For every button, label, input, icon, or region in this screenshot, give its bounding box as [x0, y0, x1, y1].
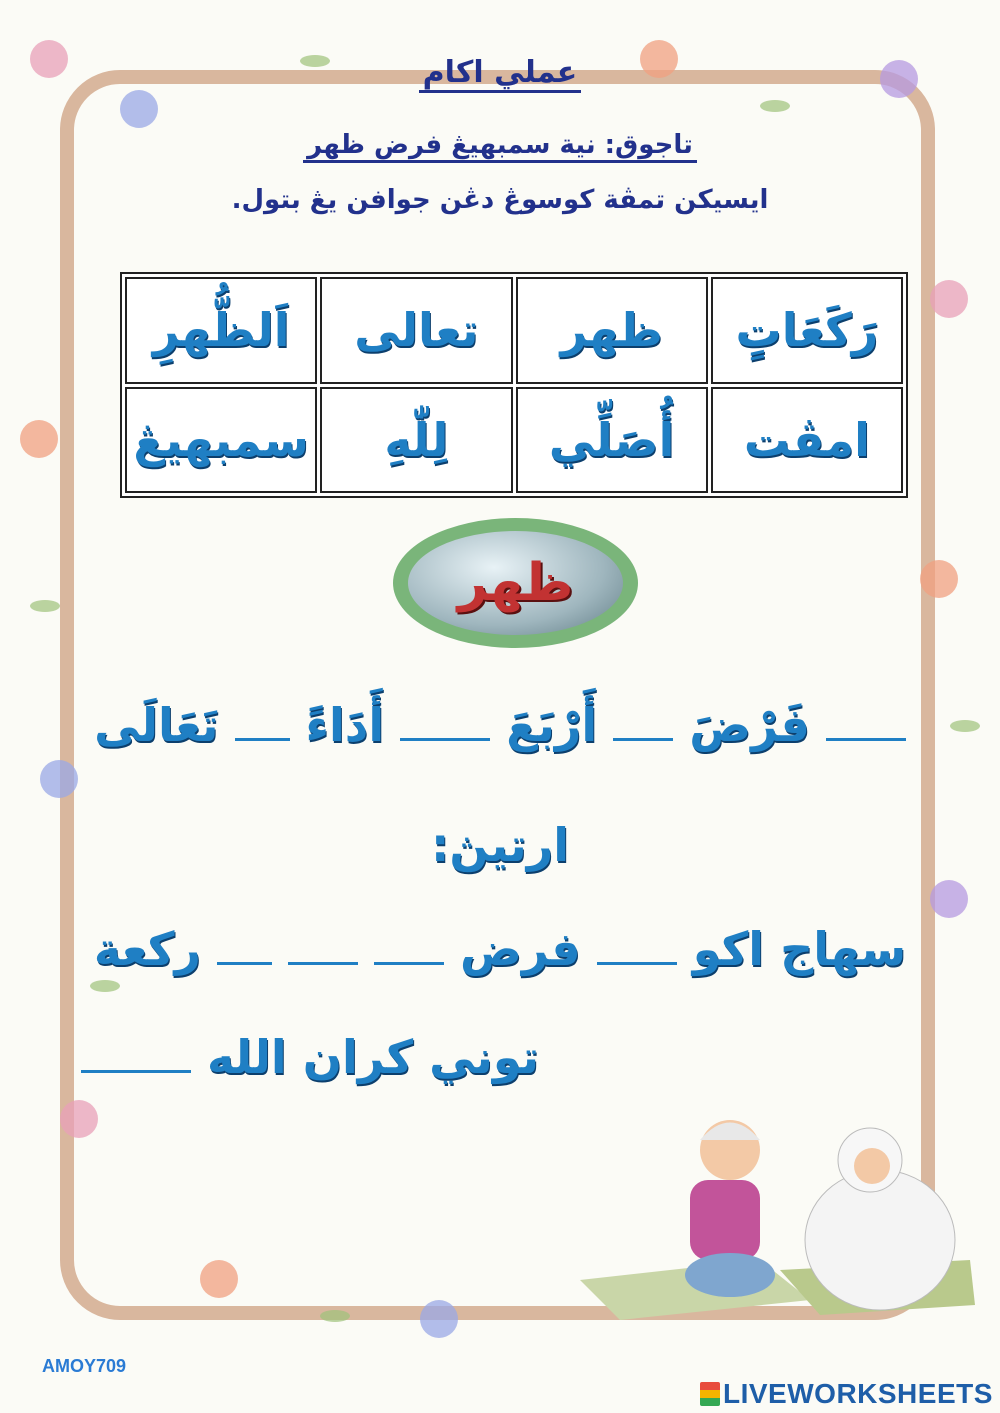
author-watermark: AMOY709 — [42, 1356, 127, 1376]
leaf-decoration — [30, 600, 60, 612]
word-cell[interactable]: أُصَلِّي — [516, 387, 708, 494]
niyyah-word: أَرْبَعَ — [506, 698, 598, 752]
worksheet-title: عملي اكام — [0, 55, 1000, 90]
meaning-line-1 — [0, 922, 1000, 976]
flower-decoration — [120, 90, 158, 128]
flower-decoration — [920, 560, 958, 598]
blank-field[interactable] — [613, 738, 673, 741]
blank-field[interactable] — [235, 738, 290, 741]
blank-field[interactable] — [288, 962, 358, 965]
leaf-decoration — [760, 100, 790, 112]
niyyah-word: أَدَاءً — [305, 698, 385, 752]
prayer-name-label: ظهر — [408, 531, 623, 635]
niyyah-word: تَعَالَى — [94, 698, 219, 752]
word-cell[interactable]: تعالى — [320, 277, 512, 384]
blank-field[interactable] — [826, 738, 906, 741]
blank-field[interactable] — [374, 962, 444, 965]
table-row — [125, 277, 903, 384]
children-praying-illustration — [580, 1100, 975, 1320]
niyyah-line — [0, 698, 1000, 752]
blank-field[interactable] — [81, 1070, 191, 1073]
word-cell[interactable]: سمبهيڠ — [125, 387, 317, 494]
meaning-line-2 — [0, 1030, 810, 1084]
table-row — [125, 387, 903, 494]
flower-decoration — [40, 760, 78, 798]
meaning-word: فرض — [460, 922, 581, 976]
meaning-word: توني كران الله — [206, 1030, 540, 1084]
instruction-text: ايسيكن تمڤة كوسوڠ دڠن جوافن يڠ بتول. — [231, 185, 769, 215]
flower-decoration — [60, 1100, 98, 1138]
meaning-word: سهاج اكو — [692, 922, 907, 976]
flower-decoration — [20, 420, 58, 458]
blank-field[interactable] — [217, 962, 272, 965]
leaf-decoration — [90, 980, 120, 992]
word-cell[interactable]: اَلظُّهرِ — [125, 277, 317, 384]
word-cell[interactable]: رَكَعَاتٍ — [711, 277, 903, 384]
flower-decoration — [420, 1300, 458, 1338]
niyyah-word: فَرْضَ — [689, 698, 810, 752]
flower-decoration — [930, 280, 968, 318]
worksheet-topic: تاجوق: نية سمبهيڠ فرض ظهر — [0, 130, 1000, 160]
word-cell[interactable]: ظهر — [516, 277, 708, 384]
leaf-decoration — [320, 1310, 350, 1322]
flower-decoration — [200, 1260, 238, 1298]
meaning-word: ركعة — [93, 922, 201, 976]
meaning-heading: ارتيڽ: — [430, 818, 570, 872]
flower-decoration — [930, 880, 968, 918]
liveworksheets-logo-icon — [700, 1382, 720, 1406]
word-cell[interactable]: امڤت — [711, 387, 903, 494]
liveworksheets-watermark: LIVEWORKSHEETS — [700, 1378, 993, 1410]
word-cell[interactable]: لِلّٰهِ — [320, 387, 512, 494]
blank-field[interactable] — [597, 962, 677, 965]
prayer-name-badge — [393, 518, 638, 648]
word-bank-table — [120, 272, 908, 498]
blank-field[interactable] — [400, 738, 490, 741]
